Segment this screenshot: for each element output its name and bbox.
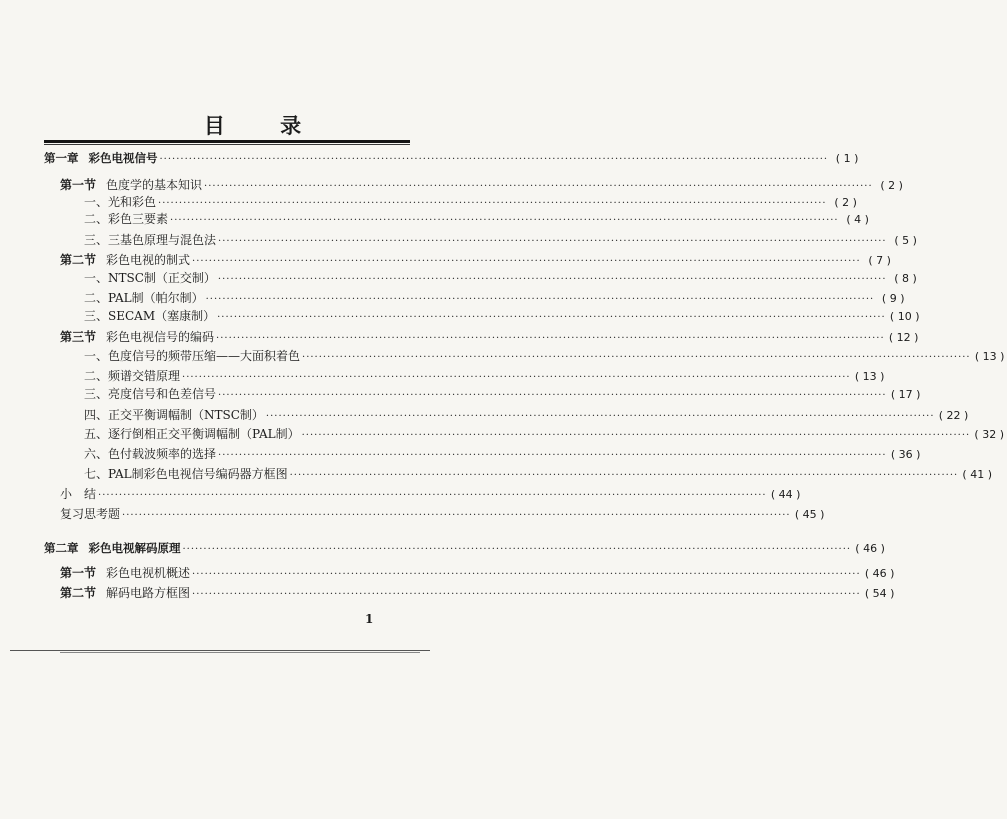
toc-page-number: ( 41 ) (960, 467, 994, 483)
toc-section (60, 486, 793, 504)
toc-page-number: ( 4 ) (841, 212, 875, 228)
toc-subsection (84, 211, 862, 229)
leader-dots: ································································································································································ (192, 569, 861, 580)
toc-page-number: ( 2 ) (829, 195, 863, 211)
toc-entry-label (84, 308, 215, 324)
toc-page-number: ( 7 ) (863, 253, 897, 269)
leader-dots: ································································································································································ (217, 312, 886, 323)
toc-subsection (84, 232, 910, 250)
leader-dots: ································································································································································ (302, 352, 971, 363)
toc-entry-label (60, 252, 190, 268)
toc-entry-label (44, 540, 181, 556)
leader-dots: ································································································································································ (217, 274, 887, 285)
toc-entry-number: 第二节 (60, 586, 97, 600)
toc-entry-label (60, 329, 214, 345)
toc-entry-text: 二、PAL制（帕尔制） (84, 291, 204, 305)
toc-section (60, 252, 884, 270)
toc-page-number: ( 17 ) (889, 387, 923, 403)
leader-dots: ································································································································································ (205, 294, 875, 305)
toc-page-number: ( 2 ) (875, 178, 909, 194)
toc-section (60, 177, 896, 195)
toc-page-number: ( 54 ) (863, 586, 897, 602)
toc-entry-label (84, 348, 300, 364)
toc-subsection (84, 270, 910, 288)
leader-dots: ································································································································································ (265, 411, 935, 422)
toc-subsection (84, 386, 913, 404)
toc-entry-label (84, 407, 264, 423)
toc-entry-text: 四、正交平衡调幅制（NTSC制） (84, 408, 264, 422)
toc-entry-label (60, 506, 120, 522)
toc-page-number: ( 46 ) (863, 566, 897, 582)
toc-entry-text: 三、亮度信号和色差信号 (84, 387, 217, 401)
toc-page-number: ( 12 ) (887, 330, 921, 346)
toc-entry-label (84, 368, 180, 384)
leader-dots: ································································································································································ (98, 490, 767, 501)
leader-dots: ································································································································································ (192, 589, 861, 600)
toc-subsection (84, 194, 850, 212)
toc-entry-label (84, 466, 288, 482)
toc-subsection (84, 368, 877, 386)
leader-dots: ································································································································································ (204, 181, 873, 192)
toc-section (60, 565, 887, 583)
toc-entry-number: 第一章 (44, 151, 79, 165)
toc-entry-label (84, 232, 216, 248)
toc-page-number: ( 45 ) (793, 507, 827, 523)
bottom-rule (10, 650, 430, 651)
toc-entry-text: 复习思考题 (60, 507, 121, 521)
toc-entry-label (60, 585, 190, 601)
toc-section (60, 506, 817, 524)
toc-entry-label (84, 386, 216, 402)
toc-entry-text: 一、光和彩色 (84, 195, 157, 209)
title-rule-thin (44, 144, 410, 145)
toc-entry-text: 彩色电视信号 (88, 151, 158, 165)
leader-dots: ································································································································································ (122, 510, 791, 521)
leader-dots: ································································································································································ (218, 450, 887, 461)
toc-page-number: ( 5 ) (889, 233, 923, 249)
leader-dots: ································································································································································ (301, 430, 971, 441)
toc-page-number: ( 22 ) (937, 408, 971, 424)
toc-entry-label (84, 194, 156, 210)
toc-entry-number: 第二章 (44, 541, 79, 555)
leader-dots: ································································································································································ (158, 198, 827, 209)
toc-entry-text: 三、SECAM（塞康制） (84, 309, 216, 323)
toc-entry-label (44, 150, 158, 166)
leader-dots: ································································································································································ (289, 470, 959, 481)
toc-page-number: ( 13 ) (973, 349, 1007, 365)
toc-entry-text: 六、色付载波频率的选择 (84, 447, 217, 461)
toc-entry-number: 第一节 (60, 566, 97, 580)
title-rule-thick (44, 140, 410, 143)
page-title: 目 录 (203, 114, 326, 138)
leader-dots: ································································································································································ (192, 256, 861, 267)
leader-dots: ································································································································································ (170, 215, 839, 226)
page-number: 1 (365, 612, 374, 626)
toc-entry-label (84, 290, 204, 306)
leader-dots: ································································································································································ (182, 544, 852, 555)
toc-page-number: ( 36 ) (889, 447, 923, 463)
toc-page-number: ( 1 ) (830, 151, 864, 167)
toc-entry-text: 三、三基色原理与混色法 (84, 233, 217, 247)
toc-entry-text: 一、NTSC制（正交制） (84, 271, 216, 285)
toc-entry-text: 解码电路方框图 (106, 586, 191, 600)
toc-section (60, 329, 911, 347)
toc-entry-label (60, 565, 190, 581)
toc-subsection (84, 446, 913, 464)
toc-entry-label (60, 177, 202, 193)
toc-entry-label (84, 211, 168, 227)
toc-subsection (84, 308, 912, 326)
leader-dots: ································································································································································ (216, 333, 885, 344)
toc-entry-number: 第三节 (60, 330, 97, 344)
toc-entry-label (60, 486, 96, 502)
toc-page-number: ( 32 ) (972, 427, 1006, 443)
toc-entry-text: 彩色电视机概述 (106, 566, 191, 580)
toc-entry-label (84, 426, 300, 442)
toc-subsection (84, 466, 985, 484)
toc-subsection (84, 290, 897, 308)
toc-subsection (84, 348, 997, 366)
toc-entry-text: 彩色电视的制式 (106, 253, 191, 267)
toc-entry-text: 五、逐行倒相正交平衡调幅制（PAL制） (84, 427, 300, 441)
toc-entry-text: 彩色电视信号的编码 (106, 330, 215, 344)
leader-dots: ································································································································································ (218, 236, 887, 247)
toc-page-number: ( 9 ) (876, 291, 910, 307)
toc-entry-text: 七、PAL制彩色电视信号编码器方框图 (84, 467, 288, 481)
toc-page-number: ( 13 ) (853, 369, 887, 385)
bottom-rule-secondary (60, 652, 420, 653)
leader-dots: ································································································································································ (159, 154, 829, 165)
toc-entry-text: 一、色度信号的频带压缩——大面积着色 (84, 349, 301, 363)
toc-chapter (44, 150, 851, 168)
toc-page-number: ( 46 ) (853, 541, 887, 557)
leader-dots: ································································································································································ (182, 372, 851, 383)
toc-subsection (84, 407, 961, 425)
toc-subsection (84, 426, 997, 444)
toc-entry-text: 彩色电视解码原理 (88, 541, 181, 555)
toc-page-number: ( 10 ) (888, 309, 922, 325)
toc-entry-text: 色度学的基本知识 (106, 178, 203, 192)
toc-entry-number: 第二节 (60, 253, 97, 267)
toc-page-number: ( 44 ) (769, 487, 803, 503)
toc-chapter (44, 540, 878, 558)
toc-entry-text: 二、彩色三要素 (84, 212, 169, 226)
toc-entry-number: 第一节 (60, 178, 97, 192)
toc-page-number: ( 8 ) (889, 271, 923, 287)
toc-entry-text: 小 结 (60, 487, 97, 501)
toc-entry-label (84, 446, 216, 462)
toc-entry-label (84, 270, 216, 286)
toc-entry-text: 二、频谱交错原理 (84, 369, 181, 383)
leader-dots: ································································································································································ (218, 390, 887, 401)
toc-section (60, 585, 887, 603)
